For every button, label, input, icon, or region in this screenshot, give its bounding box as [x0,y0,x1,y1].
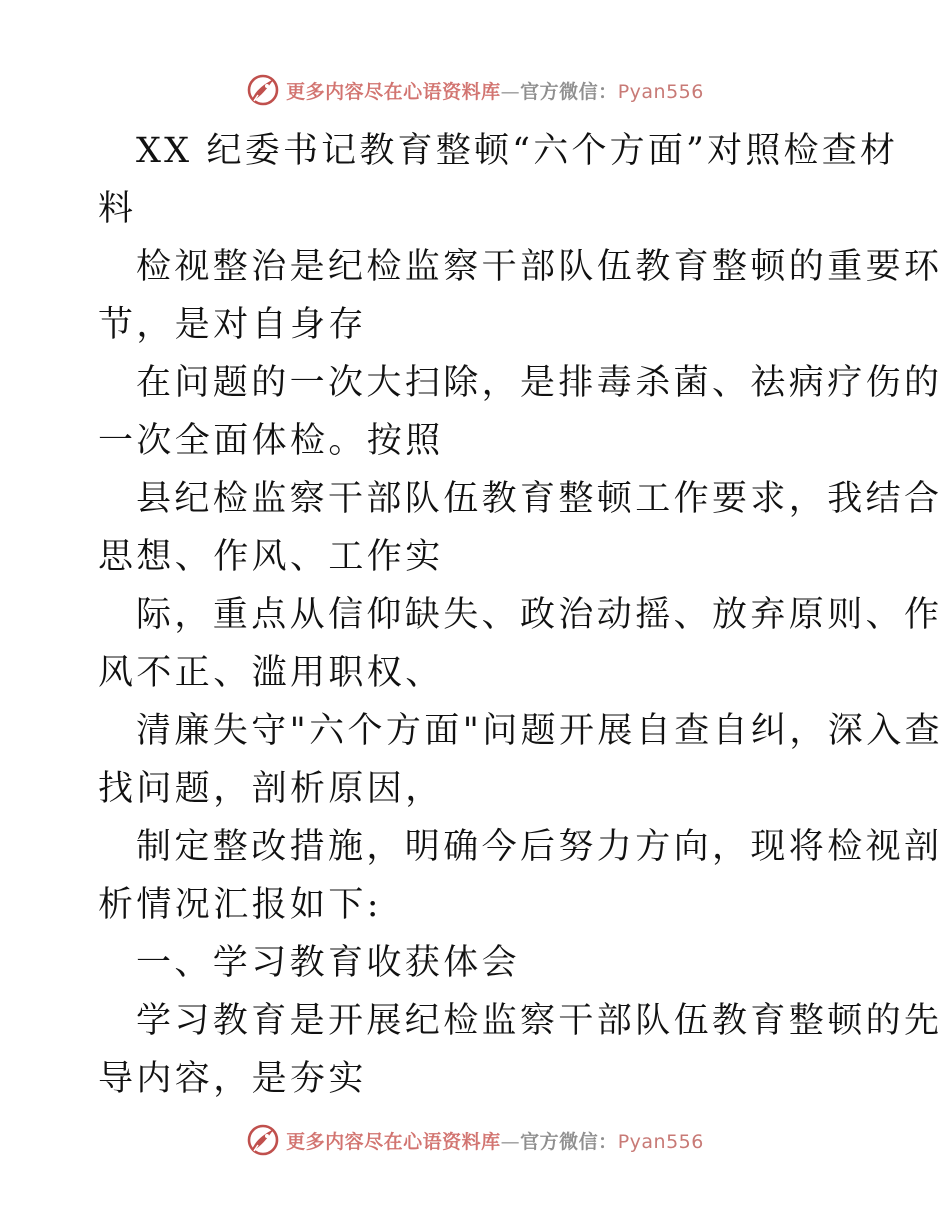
document-line: 风不正、滥用职权、 [98,653,444,693]
watermark-footer [0,1120,950,1160]
document-paragraphs [98,238,943,1108]
document-title-line-2: 料 [98,189,137,229]
document-line: 导内容，是夯实 [98,1059,367,1099]
document-title-line-1: XX 纪委书记教育整顿“六个方面”对照检查材 [136,131,899,171]
watermark-site: 更多内容尽在心语资料库 [286,80,501,103]
document-body [98,122,943,1108]
document-line: 检视整治是纪检监察干部队伍教育整顿的重要环 [136,247,943,287]
document-line: 一、学习教育收获体会 [136,943,521,983]
document-line: 思想、作风、工作实 [98,537,444,577]
document-line: 际，重点从信仰缺失、政治动摇、放弃原则、作 [136,595,943,635]
document-line: 找问题，剖析原因， [98,769,444,809]
watermark-label: 官方微信： [520,80,618,103]
watermark-dash: — [500,1130,521,1153]
pen-logo-icon [246,73,280,107]
watermark-text [286,77,704,104]
watermark-label: 官方微信： [520,1130,618,1153]
watermark-wechat-id: Pyan556 [617,80,704,103]
document-line: 制定整改措施，明确今后努力方向，现将检视剖 [136,827,943,867]
document-line: 节，是对自身存 [98,305,367,345]
watermark-site: 更多内容尽在心语资料库 [286,1130,501,1153]
document-line: 清廉失守"六个方面"问题开展自查自纠，深入查 [136,711,943,751]
watermark-text [286,1127,704,1154]
document-line: 县纪检监察干部队伍教育整顿工作要求，我结合 [136,479,943,519]
watermark-wechat-id: Pyan556 [617,1130,704,1153]
document-line: 在问题的一次大扫除，是排毒杀菌、祛病疗伤的 [136,363,943,403]
document-line: 学习教育是开展纪检监察干部队伍教育整顿的先 [136,1001,943,1041]
pen-logo-icon [246,1123,280,1157]
document-line: 析情况汇报如下: [98,885,382,925]
watermark-dash: — [500,80,521,103]
document-line: 一次全面体检。按照 [98,421,444,461]
watermark-header [0,70,950,110]
